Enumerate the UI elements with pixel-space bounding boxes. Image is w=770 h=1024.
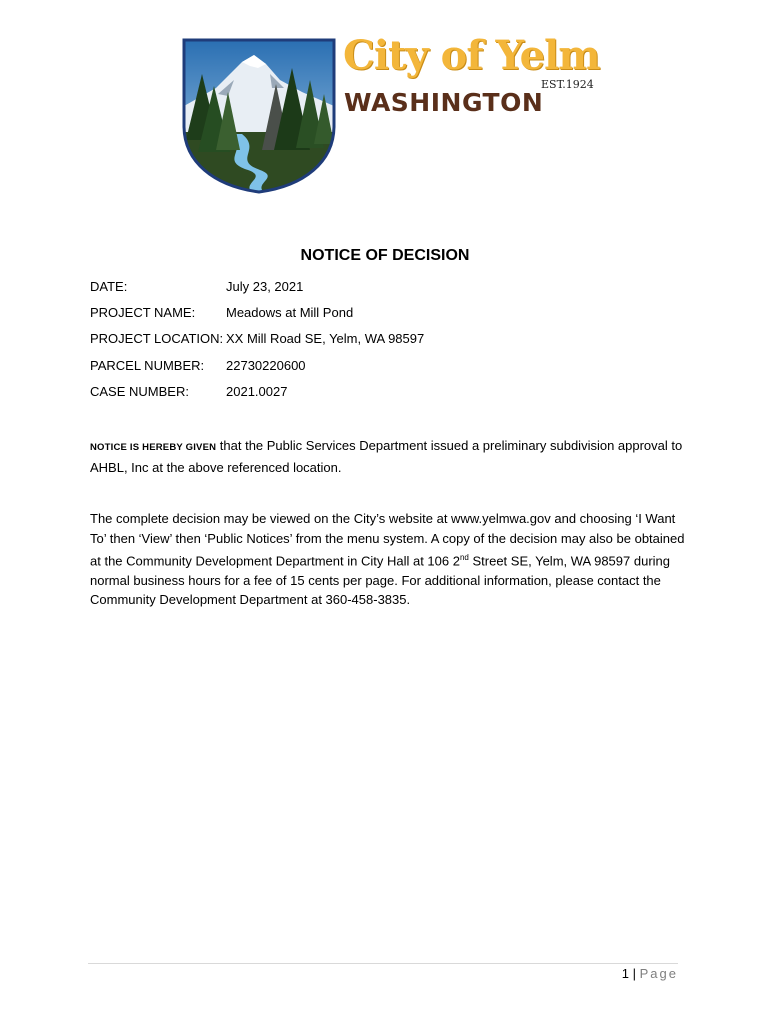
field-label: PARCEL NUMBER: [90,358,205,373]
field-value: 2021.0027 [226,384,288,399]
logo-city-name: City of Yelm [343,32,600,79]
field-project-location [90,331,424,346]
field-project-name [90,305,353,320]
decision-paragraph [90,509,690,610]
page-number: 1 [621,966,630,981]
decision-ordinal-suffix: nd [459,553,469,562]
decision-text-part1: The complete decision may be viewed on the City’s website at www.yelmwa.gov and choosing ‘I Want To’ then ‘View’ then ‘Public Notices’ from the menu system. A copy of the decision may also be obtained at the Community Development Department in City Hall at 106 2 [90,511,685,569]
page-word: Page [639,966,678,981]
field-label: PROJECT LOCATION: [90,331,224,346]
field-label: CASE NUMBER: [90,384,189,399]
field-value: 22730220600 [226,358,306,373]
page-footer [622,966,678,981]
field-label: DATE: [90,279,128,294]
field-value: Meadows at Mill Pond [226,305,354,320]
footer-divider [88,963,678,964]
field-label: PROJECT NAME: [90,305,196,320]
notice-text: that the Public Services Department issued a preliminary subdivision approval to AHBL, Inc at the above referenced location. [90,438,683,475]
field-date [90,279,303,294]
document-title: NOTICE OF DECISION [300,247,470,264]
notice-paragraph [90,436,690,477]
field-value: July 23, 2021 [226,279,304,294]
field-value: XX Mill Road SE, Yelm, WA 98597 [226,331,425,346]
logo-established: EST.1924 [541,78,594,91]
city-logo [158,22,604,202]
page-separator: | [629,966,640,981]
logo-state: WASHINGTON [344,88,544,117]
field-parcel-number [90,358,306,373]
decision-text-part2: Street SE, Yelm, WA 98597 during normal business hours for a fee of 15 cents per page. For additional information, please contact the Community Development Department at 360-458-3835. [90,553,670,608]
field-case-number [90,384,287,399]
notice-lead: NOTICE IS HEREBY GIVEN [90,442,217,453]
